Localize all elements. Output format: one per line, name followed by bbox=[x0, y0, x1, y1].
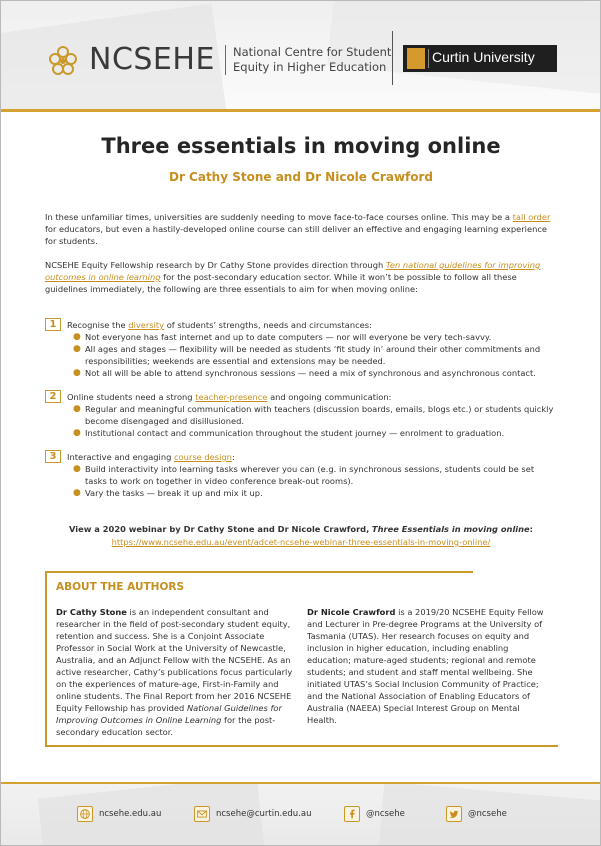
stone-bio-text: for the post-secondary education sector. bbox=[56, 715, 276, 737]
diversity-link[interactable]: diversity bbox=[128, 320, 165, 330]
bullet-icon: ● bbox=[73, 404, 81, 414]
essential-bullets bbox=[73, 463, 557, 499]
authors-byline: Dr Cathy Stone and Dr Nicole Crawford bbox=[168, 170, 433, 184]
bullet-item bbox=[73, 367, 557, 379]
stone-bio-italic: National Guidelines for Improving Outcomes in Online Learning bbox=[56, 703, 282, 725]
intro-paragraph-1 bbox=[45, 211, 557, 247]
globe-icon bbox=[77, 806, 93, 822]
twitter-handle: @ncsehe bbox=[468, 809, 507, 819]
webinar-colon: : bbox=[529, 524, 533, 534]
ncsehe-logo-icon bbox=[45, 43, 81, 79]
guidelines-link[interactable]: Ten national guidelines for improving outcomes in online learning bbox=[45, 260, 541, 282]
bullet-text: Regular and meaningful communication with teachers (discussion boards, emails, blogs etc.) or students quickly become disengaged and disillusioned. bbox=[85, 404, 554, 426]
twitter-icon bbox=[446, 806, 462, 822]
essential-lead-text: and ongoing communication: bbox=[270, 392, 392, 402]
intro-text: In these unfamiliar times, universities are suddenly needing to move face-to-face courses online. This may be a bbox=[45, 212, 511, 222]
curtin-crest-icon bbox=[407, 48, 425, 69]
tall-order-link[interactable]: tall order bbox=[512, 212, 551, 222]
crawford-bio bbox=[307, 606, 547, 726]
bullet-item bbox=[73, 487, 557, 499]
intro-paragraph-2 bbox=[45, 259, 557, 295]
footer-banner bbox=[1, 782, 601, 846]
brand-subtitle bbox=[233, 45, 391, 75]
teacher-presence-link[interactable]: teacher-presence bbox=[195, 392, 268, 402]
essential-lead-text: Recognise the bbox=[67, 320, 126, 330]
essential-lead-text: : bbox=[231, 452, 235, 462]
bullet-text: Institutional contact and communication throughout the student journey — enrolment to graduation. bbox=[85, 428, 505, 438]
facebook-handle: @ncsehe bbox=[366, 809, 405, 819]
essential-lead bbox=[67, 391, 391, 403]
header-gold-rule bbox=[1, 109, 601, 112]
bullet-text: Not everyone has fast internet and up to date computers — nor will everyone be very tech-savvy. bbox=[85, 332, 492, 342]
bullet-icon: ● bbox=[73, 344, 81, 354]
bullet-text: All ages and stages — flexibility will be needed as students ‘fit study in’ around their other commitments and responsibilities; weekends are essential and extensions may be needed. bbox=[85, 344, 541, 366]
bullet-item bbox=[73, 427, 557, 439]
webinar-text: View a 2020 webinar by Dr Cathy Stone and Dr Nicole Crawford, bbox=[69, 524, 370, 534]
brand-subtitle-line: National Centre for Student bbox=[233, 45, 392, 59]
curtin-logo bbox=[403, 45, 557, 72]
essential-lead bbox=[67, 319, 372, 331]
stone-name: Dr Cathy Stone bbox=[56, 607, 127, 617]
intro-text: NCSEHE Equity Fellowship research by Dr Cathy Stone provides direction through bbox=[45, 260, 384, 270]
bullet-icon: ● bbox=[73, 488, 81, 498]
essential-lead-text: Online students need a strong bbox=[67, 392, 193, 402]
header-divider bbox=[392, 31, 393, 85]
webinar-title: Three Essentials in moving online bbox=[371, 524, 530, 534]
bullet-icon: ● bbox=[73, 428, 81, 438]
brand-subtitle-line: Equity in Higher Education bbox=[233, 60, 387, 74]
bullet-icon: ● bbox=[73, 464, 81, 474]
stone-bio-text: is an independent consultant and researcher in the field of post-secondary student equity, retention and success. She is a Conjoint Associate Professor in Social Work at the University of Newcastle, Australia, and an Adjunct Fellow with the NCSEHE. As an active researcher, Cathy’s publications focus particularly on the experiences of mature-age, First-in-Family and online students. The Final Report from her 2016 NCSEHE Equity Fellowship has provided bbox=[56, 607, 293, 713]
essential-bullets bbox=[73, 331, 557, 379]
webinar-callout bbox=[1, 523, 601, 549]
bullet-item bbox=[73, 343, 557, 367]
intro-text: for the post-secondary education sector. While it won’t be possible to follow all these guidelines immediately, the following are three essentials to aim for when moving online: bbox=[45, 272, 517, 294]
course-design-link[interactable]: course design bbox=[174, 452, 232, 462]
essential-bullets bbox=[73, 403, 557, 439]
essential-lead-text: Interactive and engaging bbox=[67, 452, 172, 462]
email-text: ncsehe@curtin.edu.au bbox=[216, 809, 312, 819]
about-heading: ABOUT THE AUTHORS bbox=[56, 581, 185, 593]
bullet-item bbox=[73, 403, 557, 427]
footer-gold-rule bbox=[1, 782, 601, 784]
envelope-icon bbox=[194, 806, 210, 822]
essential-lead bbox=[67, 451, 235, 463]
intro-text: for educators, but even a hastily-developed online course can still deliver an effective and engaging learning experience for students. bbox=[45, 224, 548, 246]
brand-name: NCSEHE bbox=[89, 42, 215, 77]
bullet-item bbox=[73, 331, 557, 343]
header-banner bbox=[1, 1, 601, 109]
bullet-item bbox=[73, 463, 557, 487]
facebook-icon bbox=[344, 806, 360, 822]
curtin-name: Curtin University bbox=[432, 49, 535, 65]
webinar-url-link[interactable]: https://www.ncsehe.edu.au/event/adcet-ncsehe-webinar-three-essentials-in-moving-online/ bbox=[111, 537, 491, 547]
logo-divider bbox=[225, 45, 226, 75]
essential-number: 3 bbox=[45, 450, 61, 463]
essential-number: 2 bbox=[45, 390, 61, 403]
bullet-text: Build interactivity into learning tasks wherever you can (e.g. in synchronous sessions, students could be set tasks to work on together in video conference break-out rooms). bbox=[85, 464, 535, 486]
website-text: ncsehe.edu.au bbox=[99, 809, 162, 819]
stone-bio bbox=[56, 606, 296, 738]
page-title: Three essentials in moving online bbox=[101, 134, 501, 158]
bullet-text: Not all will be able to attend synchronous sessions — need a mix of synchronous and asynchronous contact. bbox=[85, 368, 536, 378]
essential-number: 1 bbox=[45, 318, 61, 331]
crawford-bio-text: is a 2019/20 NCSEHE Equity Fellow and Lecturer in Pre-degree Programs at the University of Tasmania (UTAS). Her research focuses on equity and inclusion in higher education, including enabling education; mature-aged students; regional and remote students; and student and staff mental wellbeing. She initiated UTAS’s Social Inclusion Community of Practice; and the National Association of Enabling Educators of Australia (NAEEA) Special Interest Group on Mental Health. bbox=[307, 607, 544, 725]
webinar-line bbox=[1, 523, 601, 536]
bullet-icon: ● bbox=[73, 368, 81, 378]
bullet-text: Vary the tasks — break it up and mix it up. bbox=[85, 488, 263, 498]
essential-lead-text: of students’ strengths, needs and circumstances: bbox=[166, 320, 372, 330]
bullet-icon: ● bbox=[73, 332, 81, 342]
crawford-name: Dr Nicole Crawford bbox=[307, 607, 396, 617]
curtin-logo-divider bbox=[428, 49, 429, 68]
